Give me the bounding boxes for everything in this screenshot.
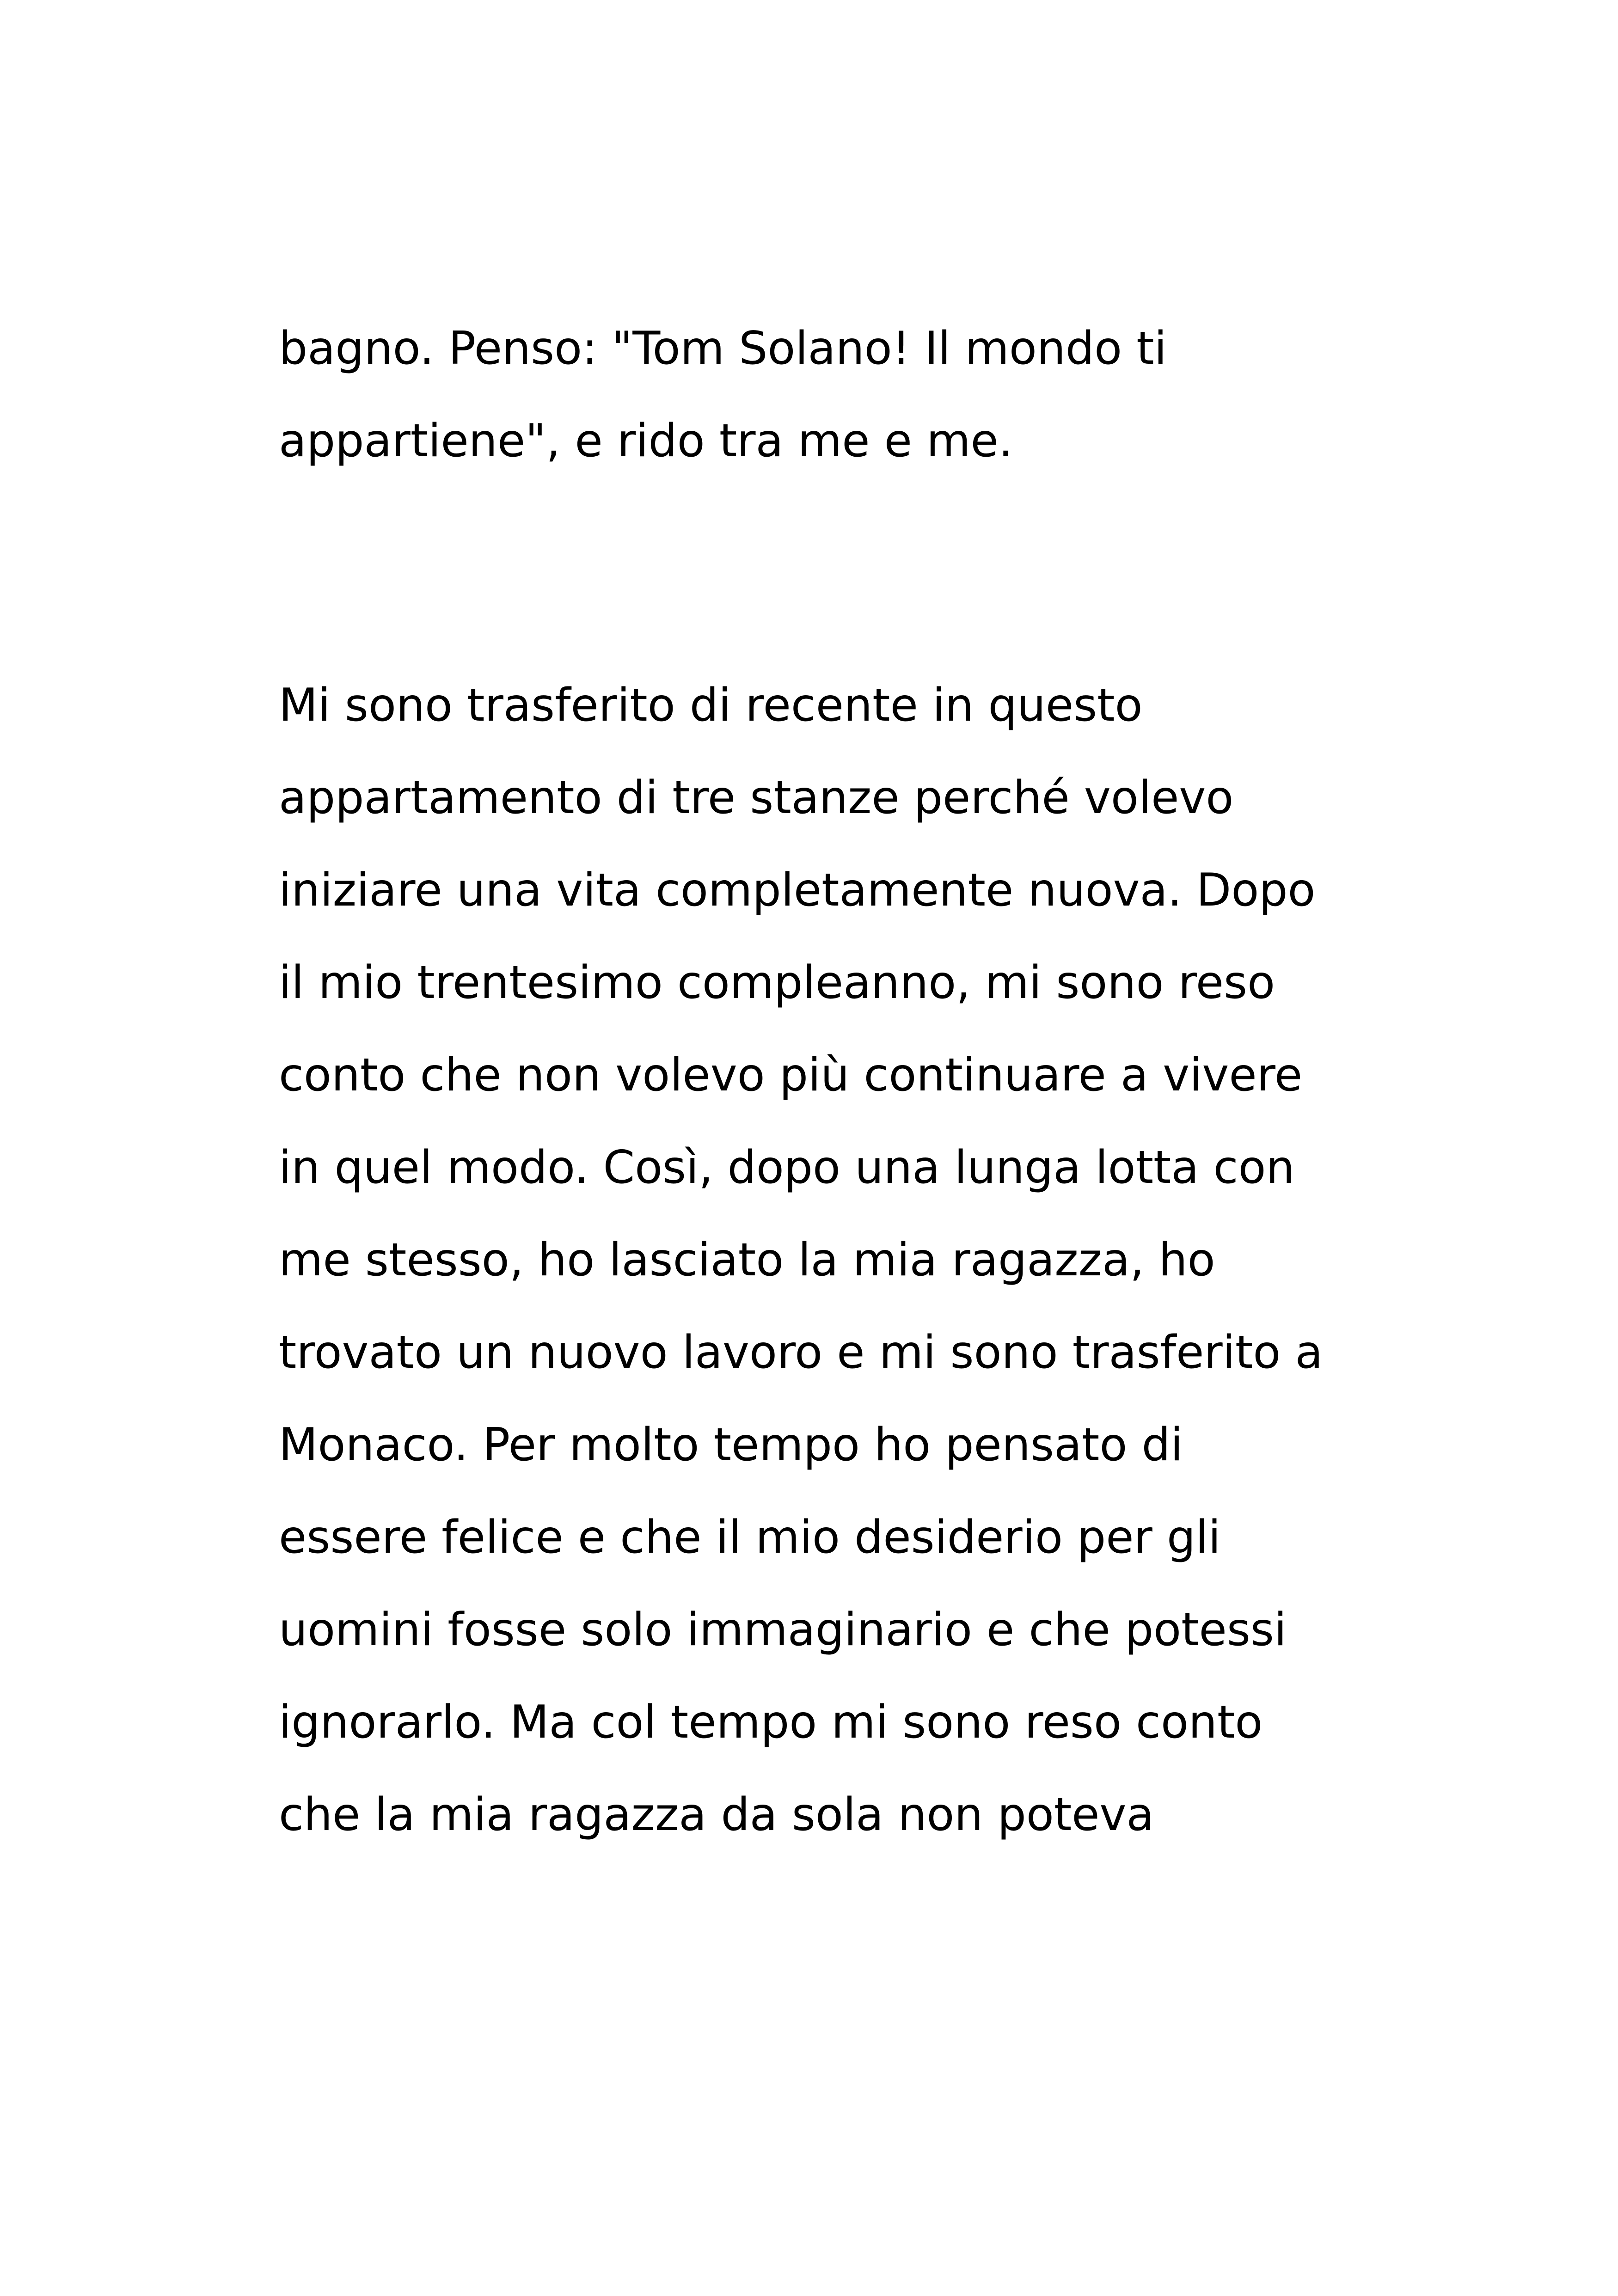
paragraph-2 [279,659,1351,1861]
text-line: ignorarlo. Ma col tempo mi sono reso conto [279,1696,1263,1749]
text-line: in quel modo. Così, dopo una lunga lotta con [279,1141,1295,1194]
text-line: Monaco. Per molto tempo ho pensato di [279,1419,1183,1471]
text-line: appartiene", e rido tra me e me. [279,415,1013,467]
text-line: che la mia ragazza da sola non poteva [279,1788,1154,1841]
text-line: essere felice e che il mio desiderio per gli [279,1511,1221,1564]
text-line: bagno. Penso: "Tom Solano! Il mondo ti [279,322,1167,375]
text-line: conto che non volevo più continuare a vivere [279,1049,1303,1102]
text-line: me stesso, ho lasciato la mia ragazza, ho [279,1234,1215,1286]
text-line: uomini fosse solo immaginario e che potessi [279,1604,1287,1656]
text-line: appartamento di tre stanze perché volevo [279,771,1234,824]
text-line: Mi sono trasferito di recente in questo [279,679,1143,732]
text-line: iniziare una vita completamente nuova. Dopo [279,864,1316,917]
paragraph-1 [279,302,1351,487]
text-line: trovato un nuovo lavoro e mi sono trasferito a [279,1326,1323,1379]
text-line: il mio trentesimo compleanno, mi sono reso [279,956,1275,1009]
